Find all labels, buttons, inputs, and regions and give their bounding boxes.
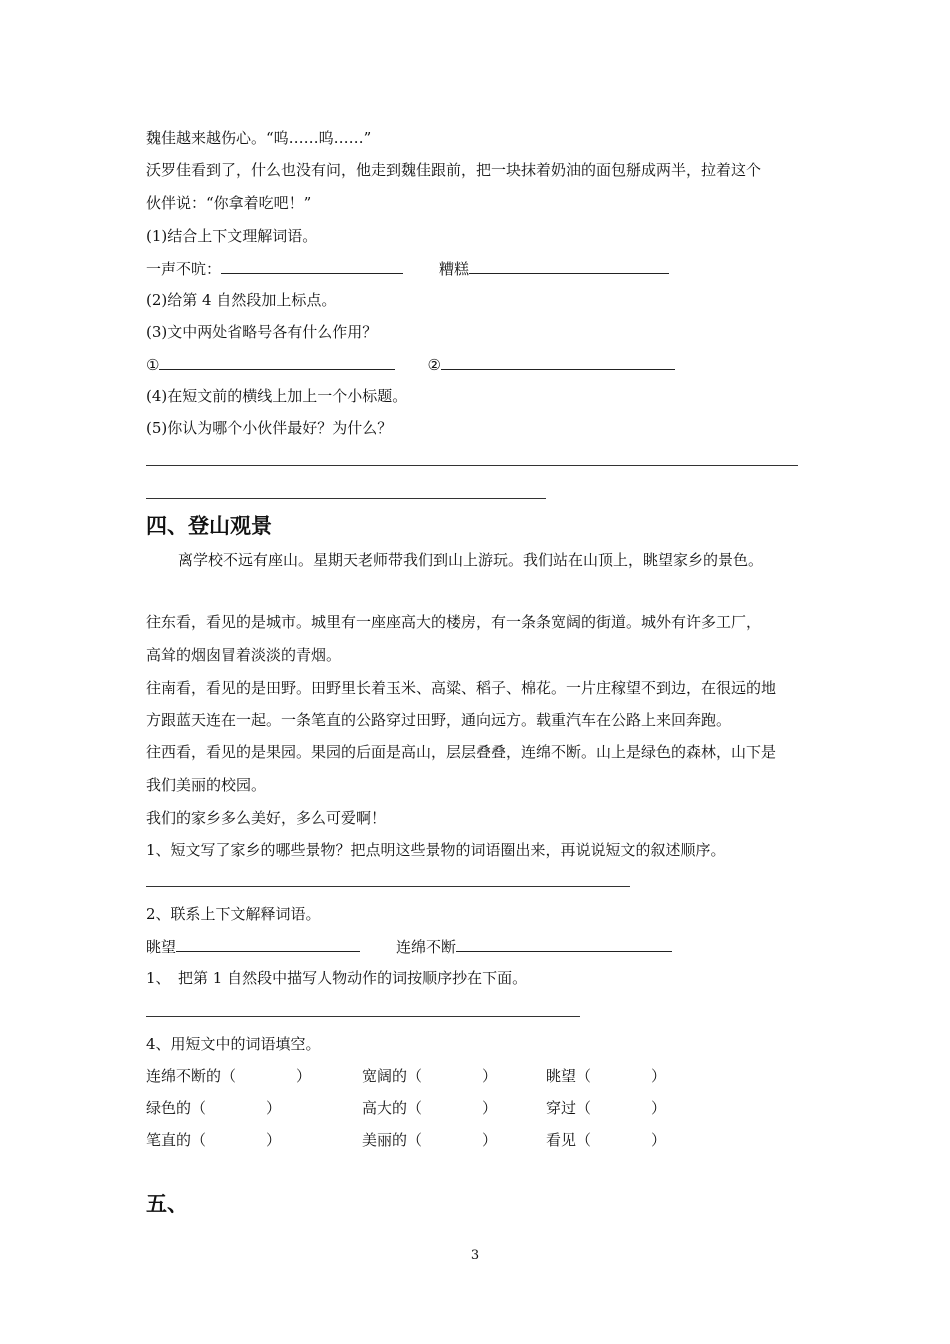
circled-two: ② [427, 356, 441, 374]
fill-item[interactable]: 美丽的（ ） [362, 1131, 498, 1149]
question-4-2: 2、联系上下文解释词语。 [146, 905, 321, 923]
question-3-3-answers [146, 354, 675, 375]
word-tiaowang: 眺望 [146, 938, 177, 956]
answer-line-3-5-a[interactable] [146, 465, 798, 466]
fill-item[interactable]: 高大的（ ） [362, 1099, 498, 1117]
word-lianmianbuduan: 连绵不断 [396, 938, 457, 956]
answer-blank-tiaowang[interactable] [176, 936, 360, 952]
paragraph-voloja-line1: 沃罗佳看到了，什么也没有问，他走到魏佳跟前，把一块抹着奶油的面包掰成两半，拉着这个 [146, 161, 762, 179]
paragraph-weijia-sad: 魏佳越来越伤心。“呜……呜……” [146, 129, 372, 147]
fill-item[interactable]: 看见（ ） [546, 1131, 667, 1149]
answer-line-4-1[interactable] [146, 886, 630, 887]
fill-item[interactable]: 绿色的（ ） [146, 1099, 282, 1117]
question-4-1: 1、短文写了家乡的哪些景物？把点明这些景物的词语圈出来，再说说短文的叙述顺序。 [146, 841, 726, 859]
paragraph-4-4-line1: 往西看，看见的是果园。果园的后面是高山，层层叠叠，连绵不断。山上是绿色的森林，山下是 [146, 743, 777, 761]
fill-item[interactable]: 穿过（ ） [546, 1099, 667, 1117]
paragraph-voloja-line2: 伙伴说：“你拿着吃吧！” [146, 194, 312, 212]
paragraph-4-4-line2: 我们美丽的校园。 [146, 776, 267, 794]
fill-item[interactable]: 宽阔的（ ） [362, 1067, 498, 1085]
question-4-2-answers [146, 936, 672, 957]
fill-item[interactable]: 眺望（ ） [546, 1067, 667, 1085]
circled-one: ① [146, 356, 160, 374]
section-heading-5: 五、 [146, 1192, 188, 1216]
page-number: 3 [470, 1248, 480, 1263]
answer-blank-zaogao[interactable] [469, 258, 669, 274]
paragraph-4-1: 离学校不远有座山。星期天老师带我们到山上游玩。我们站在山顶上，眺望家乡的景色。 [178, 551, 764, 569]
paragraph-4-2-line1: 往东看，看见的是城市。城里有一座座高大的楼房，有一条条宽阔的街道。城外有许多工厂， [146, 613, 762, 631]
answer-blank-ellipsis-1[interactable] [159, 354, 395, 370]
paragraph-4-2-line2: 高耸的烟囱冒着淡淡的青烟。 [146, 646, 342, 664]
question-3-3: (3)文中两处省略号各有什么作用？ [146, 323, 378, 341]
paragraph-4-3-line1: 往南看，看见的是田野。田野里长着玉米、高粱、稻子、棉花。一片庄稼望不到边，在很远的地 [146, 679, 777, 697]
question-3-5: (5)你认为哪个小伙伴最好？为什么？ [146, 419, 393, 437]
answer-blank-ellipsis-2[interactable] [441, 354, 675, 370]
question-4-3: 1、 把第 1 自然段中描写人物动作的词按顺序抄在下面。 [146, 969, 528, 987]
fill-item[interactable]: 笔直的（ ） [146, 1131, 282, 1149]
question-3-4: (4)在短文前的横线上加上一个小标题。 [146, 387, 408, 405]
word-zaogao: 糟糕 [439, 260, 470, 278]
section-heading-4: 四、登山观景 [146, 514, 272, 538]
paragraph-4-3-line2: 方跟蓝天连在一起。一条笔直的公路穿过田野，通向远方。载重汽车在公路上来回奔跑。 [146, 711, 732, 729]
answer-line-3-5-b[interactable] [146, 498, 546, 499]
question-3-1-answers [146, 258, 669, 279]
answer-line-4-3[interactable] [146, 1016, 580, 1017]
question-3-2: (2)给第 4 自然段加上标点。 [146, 291, 337, 309]
word-yishengbukeng: 一声不吭： [146, 260, 222, 278]
answer-blank-lianmianbuduan[interactable] [456, 936, 672, 952]
answer-blank-yishengbukeng[interactable] [221, 258, 403, 274]
question-3-1: (1)结合上下文理解词语。 [146, 227, 318, 245]
fill-item[interactable]: 连绵不断的（ ） [146, 1067, 312, 1085]
paragraph-4-5: 我们的家乡多么美好，多么可爱啊！ [146, 809, 387, 827]
question-4-4: 4、用短文中的词语填空。 [146, 1035, 321, 1053]
